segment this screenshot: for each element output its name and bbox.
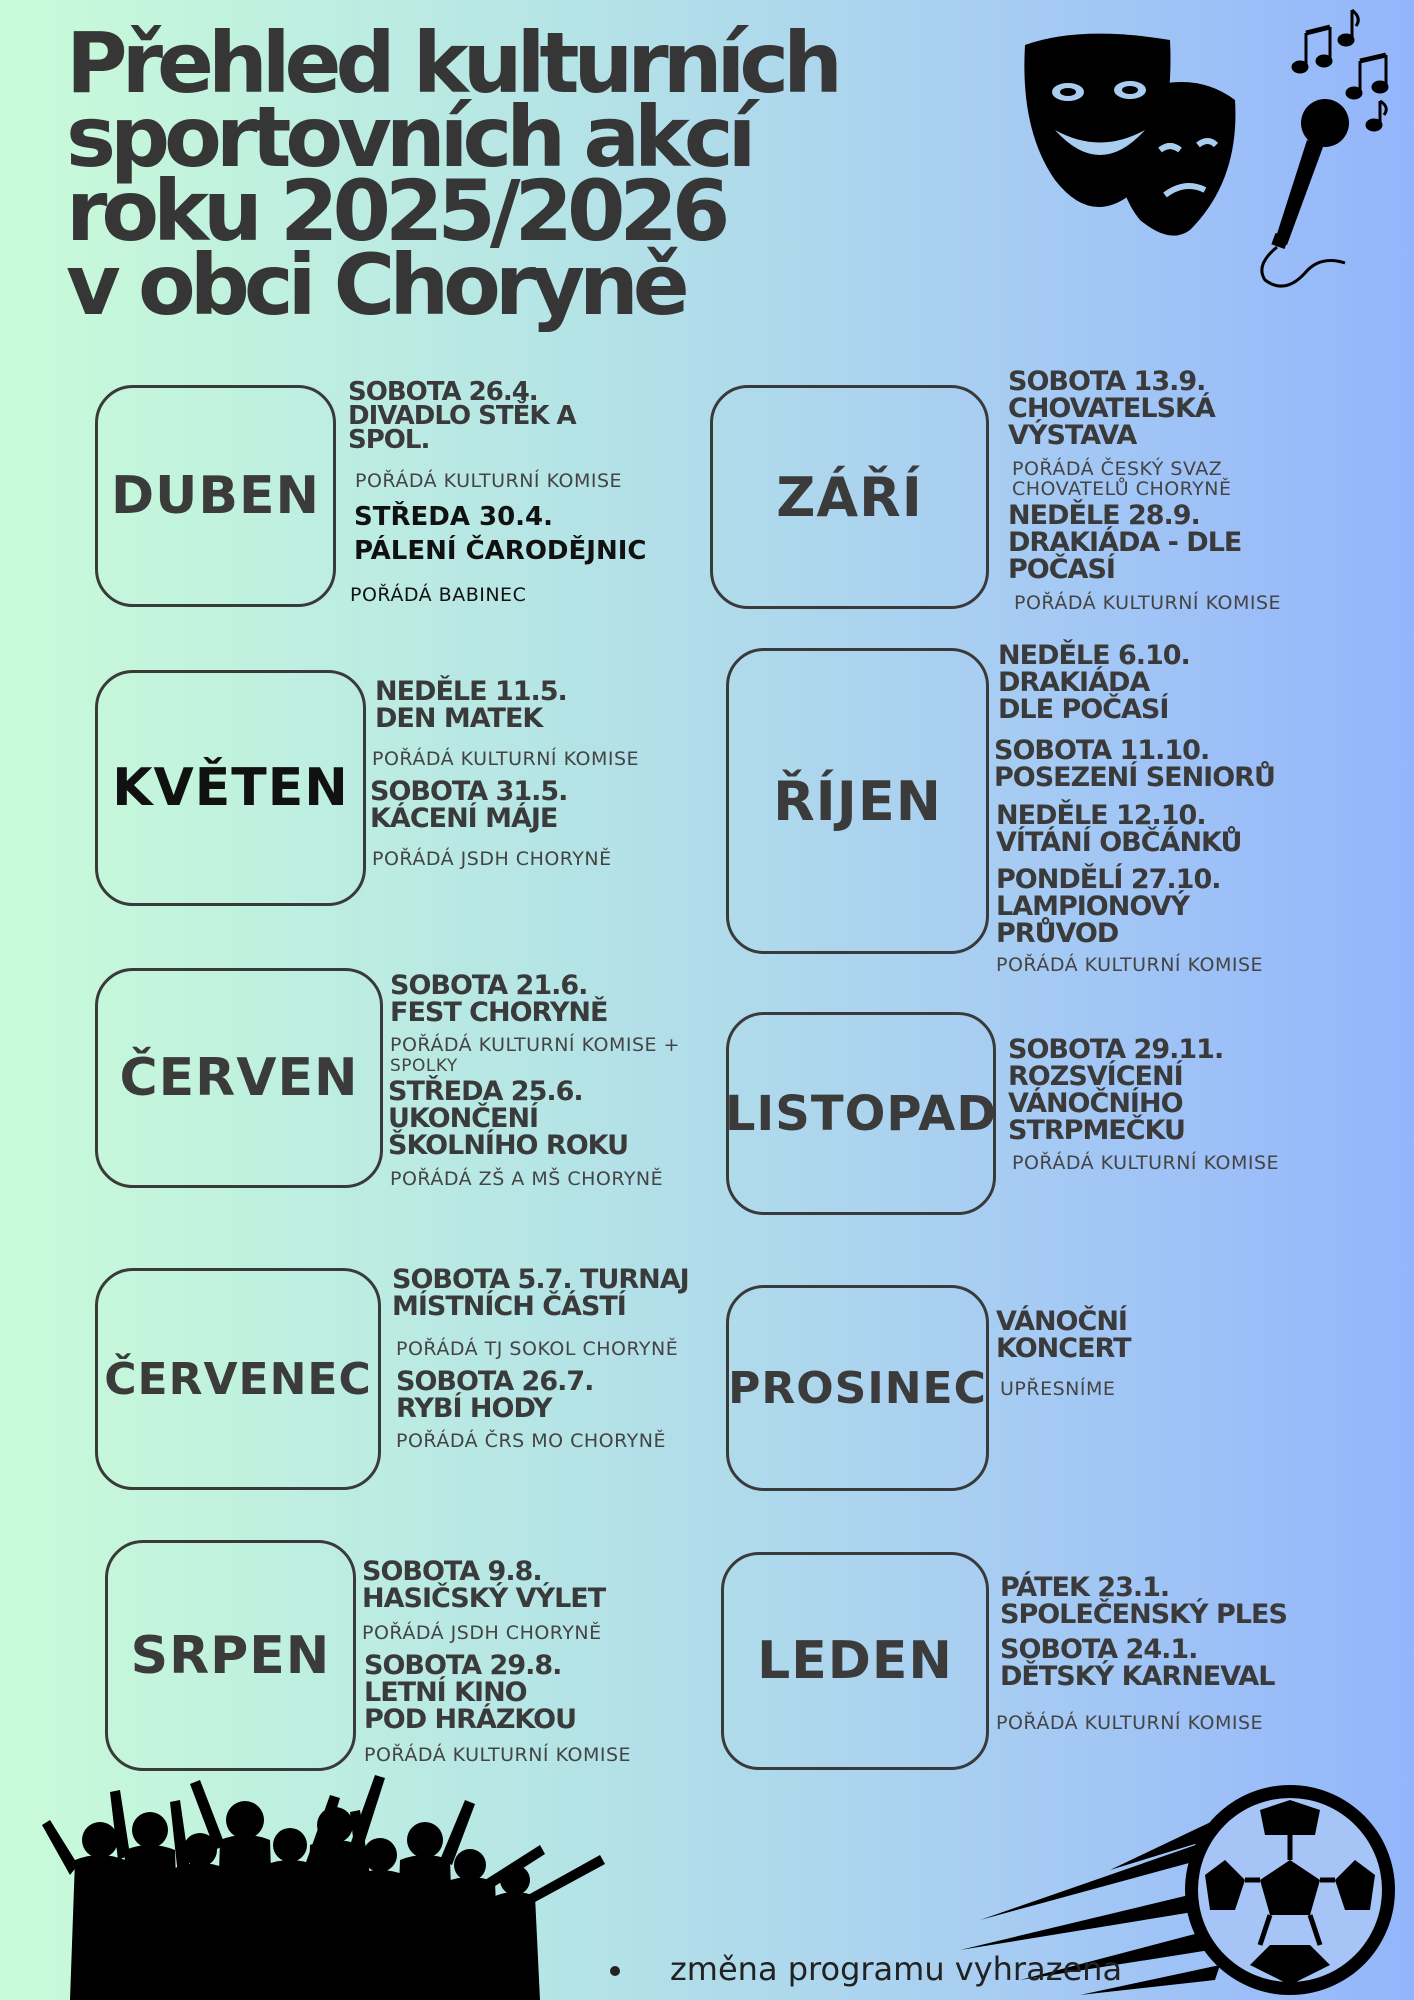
footer-note-text: změna programu vyhrazena — [670, 1950, 1123, 1988]
event-srpen-2: SOBOTA 29.8. LETNÍ KINO POD HRÁZKOU — [364, 1650, 577, 1735]
organizer-rijen-1: POŘÁDÁ KULTURNÍ KOMISE — [996, 954, 1264, 976]
event-cerven-2: STŘEDA 25.6. UKONČENÍ ŠKOLNÍHO ROKU — [388, 1076, 629, 1161]
organizer-cerven-1a: POŘÁDÁ KULTURNÍ KOMISE + — [390, 1034, 680, 1056]
event-rijen-2: SOBOTA 11.10. POSEZENÍ SENIORŮ — [994, 735, 1275, 793]
footer-note — [610, 1950, 1122, 1988]
month-srpen: SRPEN — [105, 1540, 356, 1771]
bullet-icon — [610, 1966, 620, 1976]
organizer-zari-1b: CHOVATELŮ CHORYNĚ — [1012, 478, 1232, 500]
month-prosinec: PROSINEC — [726, 1285, 989, 1491]
event-prosinec-1: VÁNOČNÍ KONCERT — [996, 1306, 1131, 1364]
title-line-1: Přehled kulturních — [66, 14, 837, 112]
crowd-silhouette — [40, 1770, 620, 2000]
event-leden-2: SOBOTA 24.1. DĚTSKÝ KARNEVAL — [1000, 1634, 1275, 1692]
organizer-srpen-1: POŘÁDÁ JSDH CHORYNĚ — [362, 1622, 602, 1644]
organizer-cervenec-1: POŘÁDÁ TJ SOKOL CHORYNĚ — [396, 1338, 679, 1360]
organizer-zari-2: POŘÁDÁ KULTURNÍ KOMISE — [1014, 592, 1282, 614]
event-rijen-4: PONDĚLÍ 27.10. LAMPIONOVÝ PRŮVOD — [996, 864, 1221, 949]
event-leden-1: PÁTEK 23.1. SPOLEČENSKÝ PLES — [1000, 1572, 1287, 1630]
theater-masks-icon — [1020, 30, 1240, 250]
organizer-duben-1: POŘÁDÁ KULTURNÍ KOMISE — [355, 470, 623, 492]
organizer-zari-1a: POŘÁDÁ ČESKÝ SVAZ — [1012, 458, 1223, 480]
month-rijen: ŘÍJEN — [726, 648, 989, 954]
organizer-cervenec-2: POŘÁDÁ ČRS MO CHORYNĚ — [396, 1430, 666, 1452]
title-line-2: sportovních akcí — [66, 88, 751, 186]
event-kveten-1: NEDĚLE 11.5. DEN MATEK — [375, 676, 567, 734]
page-title — [66, 14, 837, 334]
event-listopad-1: SOBOTA 29.11. ROZSVÍCENÍ VÁNOČNÍHO STRPMEČKU — [1008, 1034, 1224, 1146]
event-duben-2: STŘEDA 30.4. PÁLENÍ ČARODĚJNIC — [354, 502, 647, 566]
event-rijen-1: NEDĚLE 6.10. DRAKIÁDA DLE POČASÍ — [998, 640, 1190, 725]
organizer-cerven-2: POŘÁDÁ ZŠ A MŠ CHORYNĚ — [390, 1168, 664, 1190]
organizer-leden-1: POŘÁDÁ KULTURNÍ KOMISE — [996, 1712, 1264, 1734]
month-duben: DUBEN — [95, 385, 336, 607]
month-kveten: KVĚTEN — [95, 670, 366, 906]
organizer-prosinec-1: UPŘESNÍME — [1000, 1378, 1116, 1400]
organizer-listopad-1: POŘÁDÁ KULTURNÍ KOMISE — [1012, 1152, 1280, 1174]
month-cerven: ČERVEN — [95, 968, 383, 1188]
microphone-icon — [1245, 95, 1365, 295]
event-cervenec-1: SOBOTA 5.7. TURNAJ MÍSTNÍCH ČÁSTÍ — [392, 1264, 689, 1322]
event-duben-1: SOBOTA 26.4. DIVADLO STĚK A SPOL. — [348, 377, 576, 455]
organizer-srpen-2: POŘÁDÁ KULTURNÍ KOMISE — [364, 1744, 632, 1766]
organizer-cerven-1b: SPOLKY — [390, 1056, 458, 1076]
event-cerven-1: SOBOTA 21.6. FEST CHORYNĚ — [390, 970, 608, 1028]
organizer-kveten-1: POŘÁDÁ KULTURNÍ KOMISE — [372, 748, 640, 770]
event-cervenec-2: SOBOTA 26.7. RYBÍ HODY — [396, 1366, 594, 1424]
month-leden: LEDEN — [721, 1552, 989, 1770]
event-kveten-2: SOBOTA 31.5. KÁCENÍ MÁJE — [370, 776, 568, 834]
organizer-duben-2: POŘÁDÁ BABINEC — [350, 584, 527, 606]
organizer-kveten-2: POŘÁDÁ JSDH CHORYNĚ — [372, 848, 612, 870]
event-rijen-3: NEDĚLE 12.10. VÍTÁNÍ OBČÁNKŮ — [996, 800, 1242, 858]
month-zari: ZÁŘÍ — [710, 385, 989, 609]
event-srpen-1: SOBOTA 9.8. HASIČSKÝ VÝLET — [362, 1556, 606, 1614]
title-line-3: roku 2025/2026 — [66, 162, 725, 260]
month-listopad: LISTOPAD — [726, 1012, 996, 1215]
event-zari-1: SOBOTA 13.9. CHOVATELSKÁ VÝSTAVA — [1008, 366, 1215, 451]
event-zari-2: NEDĚLE 28.9. DRAKIÁDA - DLE POČASÍ — [1008, 500, 1242, 585]
month-cervenec: ČERVENEC — [95, 1268, 381, 1490]
title-line-4: v obci Choryně — [66, 236, 684, 334]
